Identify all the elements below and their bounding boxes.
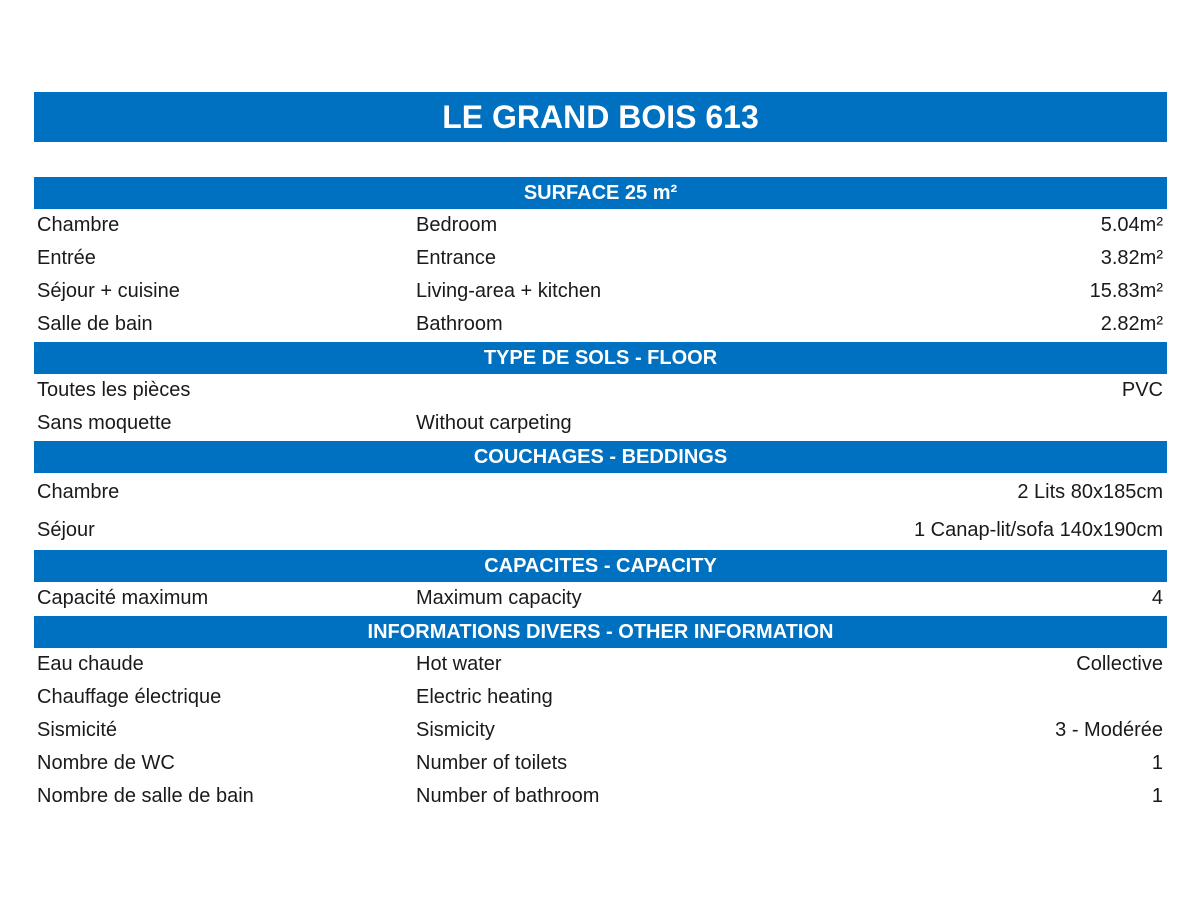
table-row xyxy=(34,714,1167,747)
table-row xyxy=(34,582,1167,615)
label-fr: Chauffage électrique xyxy=(37,686,222,708)
label-en: Bedroom xyxy=(416,214,498,236)
label-fr: Séjour xyxy=(37,519,95,541)
label-en: Sismicity xyxy=(416,719,495,741)
label-en: Number of toilets xyxy=(416,752,568,774)
label-fr: Toutes les pièces xyxy=(37,379,191,401)
label-fr: Sismicité xyxy=(37,719,118,741)
section-header-capacity: CAPACITES - CAPACITY xyxy=(34,550,1167,582)
value: 15.83m² xyxy=(1089,280,1163,302)
value: 2 Lits 80x185cm xyxy=(1017,481,1163,503)
property-info-sheet xyxy=(34,176,1167,813)
label-en: Number of bathroom xyxy=(416,785,600,807)
section-header-surface: SURFACE 25 m² xyxy=(34,177,1167,209)
page-title: LE GRAND BOIS 613 xyxy=(34,92,1167,142)
table-row xyxy=(34,473,1167,511)
table-row xyxy=(34,780,1167,813)
value: 1 xyxy=(1151,785,1163,807)
table-row xyxy=(34,511,1167,549)
table-row xyxy=(34,747,1167,780)
table-row xyxy=(34,242,1167,275)
value: Collective xyxy=(1076,653,1163,675)
label-en: Maximum capacity xyxy=(416,587,582,609)
table-row xyxy=(34,209,1167,242)
label-fr: Nombre de WC xyxy=(37,752,175,774)
label-fr: Capacité maximum xyxy=(37,587,209,609)
label-fr: Chambre xyxy=(37,214,120,236)
label-fr: Eau chaude xyxy=(37,653,144,675)
label-fr: Salle de bain xyxy=(37,313,153,335)
table-row xyxy=(34,374,1167,407)
table-row xyxy=(34,648,1167,681)
label-fr: Nombre de salle de bain xyxy=(37,785,254,807)
label-en: Entrance xyxy=(416,247,497,269)
value: 5.04m² xyxy=(1100,214,1163,236)
label-fr: Entrée xyxy=(37,247,96,269)
value: 4 xyxy=(1151,587,1163,609)
table-row xyxy=(34,407,1167,440)
label-en: Hot water xyxy=(416,653,502,675)
section-header-beddings: COUCHAGES - BEDDINGS xyxy=(34,441,1167,473)
section-header-other-information: INFORMATIONS DIVERS - OTHER INFORMATION xyxy=(34,616,1167,648)
section-header-floor: TYPE DE SOLS - FLOOR xyxy=(34,342,1167,374)
table-row xyxy=(34,275,1167,308)
value: 2.82m² xyxy=(1100,313,1163,335)
value: 3.82m² xyxy=(1100,247,1163,269)
value: 1 xyxy=(1151,752,1163,774)
label-en: Living-area + kitchen xyxy=(416,280,602,302)
value: 3 - Modérée xyxy=(1055,719,1163,741)
value: 1 Canap-lit/sofa 140x190cm xyxy=(913,519,1163,541)
value: PVC xyxy=(1121,379,1163,401)
label-fr: Séjour + cuisine xyxy=(37,280,180,302)
table-row xyxy=(34,681,1167,714)
label-fr: Chambre xyxy=(37,481,120,503)
label-en: Electric heating xyxy=(416,686,553,708)
label-fr: Sans moquette xyxy=(37,412,172,434)
table-row xyxy=(34,308,1167,341)
label-en: Bathroom xyxy=(416,313,503,335)
label-en: Without carpeting xyxy=(416,412,572,434)
